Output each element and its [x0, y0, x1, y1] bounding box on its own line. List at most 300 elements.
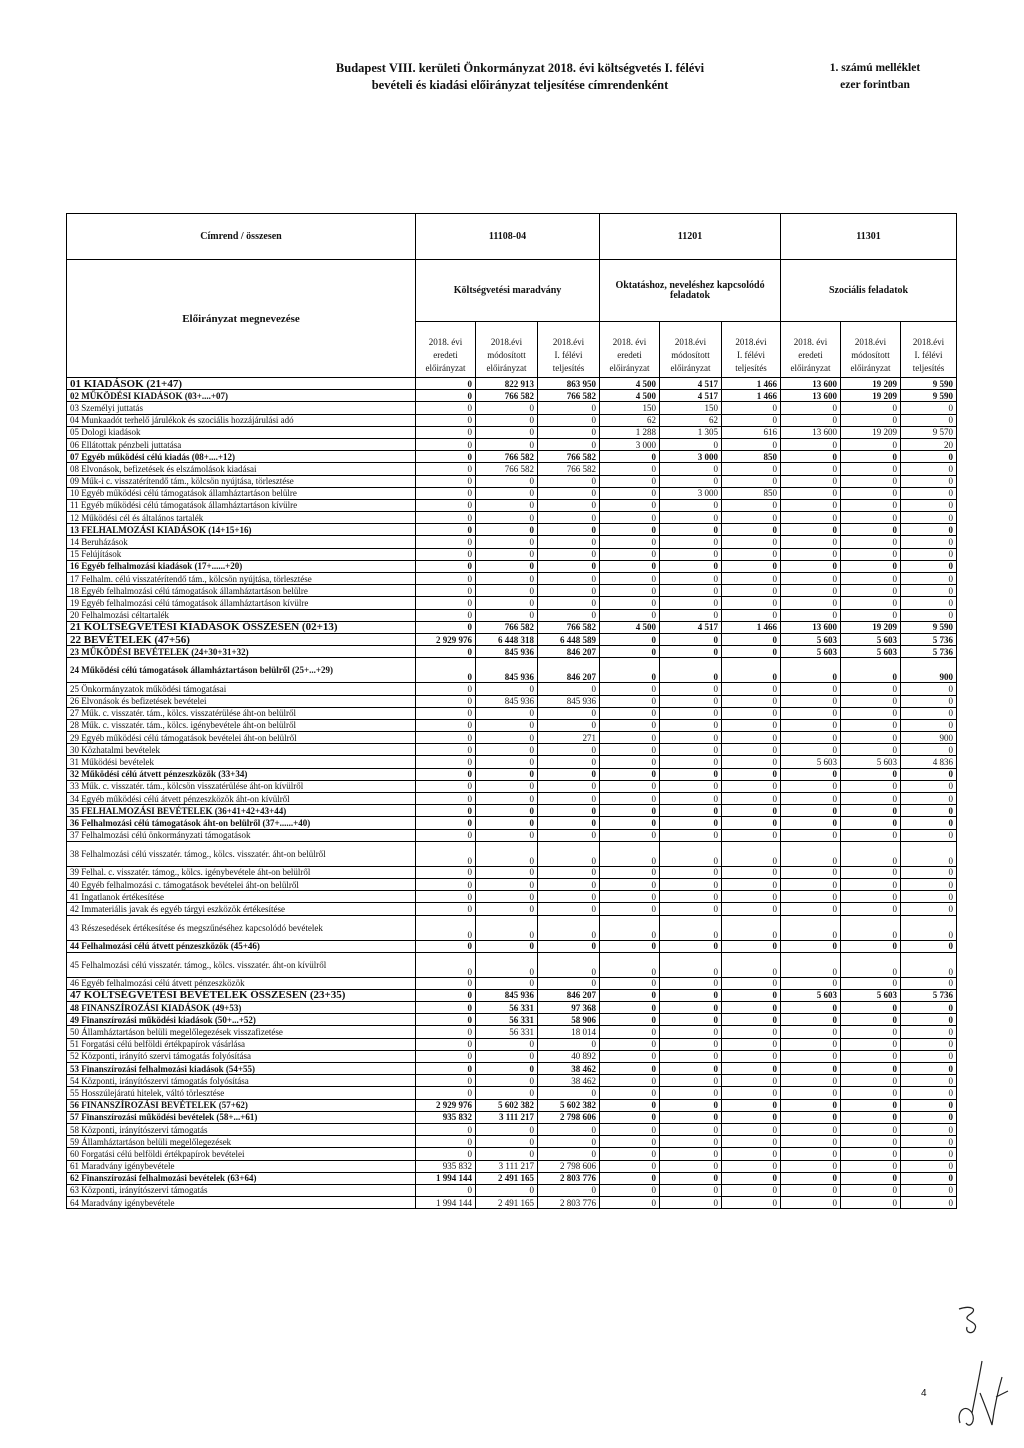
title-line-1: Budapest VIII. kerületi Önkormányzat 2018. évi költségvetés I. félévi: [335, 61, 705, 75]
value-cell: 0: [476, 585, 538, 597]
value-cell: 0: [600, 903, 660, 915]
value-cell: 0: [660, 585, 722, 597]
value-cell: 0: [476, 609, 538, 621]
value-cell: 0: [660, 499, 722, 511]
value-cell: 0: [600, 793, 660, 805]
value-cell: 0: [781, 977, 841, 989]
value-cell: 0: [841, 451, 901, 463]
initials-mark: [953, 1303, 987, 1339]
value-cell: 0: [600, 487, 660, 499]
value-cell: 0: [476, 732, 538, 744]
value-cell: 0: [781, 1002, 841, 1014]
value-cell: 0: [416, 841, 476, 866]
value-cell: 0: [416, 1038, 476, 1050]
value-cell: 0: [901, 1197, 957, 1209]
value-cell: 0: [600, 817, 660, 829]
cimrend-header: Címrend / összesen: [67, 214, 416, 260]
value-cell: 0: [660, 573, 722, 585]
value-cell: 0: [781, 597, 841, 609]
value-cell: 0: [660, 1172, 722, 1184]
table-row: [67, 1160, 957, 1172]
value-cell: 0: [841, 829, 901, 841]
value-cell: 4 500: [600, 378, 660, 390]
value-cell: 0: [538, 817, 600, 829]
value-cell: 0: [600, 1123, 660, 1135]
group-name-2: Oktatáshoz, neveléshez kapcsolódó feladatok: [600, 260, 781, 322]
value-cell: 0: [781, 841, 841, 866]
value-cell: 0: [841, 585, 901, 597]
value-cell: 2 803 776: [538, 1197, 600, 1209]
value-cell: 0: [600, 829, 660, 841]
value-cell: 0: [901, 952, 957, 977]
subcolumn-header-line: előirányzat: [850, 363, 891, 373]
value-cell: 0: [841, 487, 901, 499]
subcolumn-header-line: eredeti: [798, 350, 823, 360]
value-cell: 0: [722, 915, 781, 940]
row-label: 01 KIADÁSOK (21+47): [67, 378, 416, 390]
value-cell: 0: [476, 1136, 538, 1148]
group-name-3: Szociális feladatok: [781, 260, 957, 322]
value-cell: 0: [538, 940, 600, 952]
value-cell: 0: [600, 719, 660, 731]
value-cell: 0: [781, 524, 841, 536]
value-cell: 0: [722, 817, 781, 829]
row-label: 07 Egyéb működési célú kiadás (08+....+12): [67, 451, 416, 463]
value-cell: 0: [538, 780, 600, 792]
subcolumn-header-line: teljesítés: [552, 363, 585, 373]
subcolumn-header: [538, 322, 600, 378]
value-cell: 0: [660, 1038, 722, 1050]
value-cell: 0: [901, 475, 957, 487]
value-cell: 0: [901, 1026, 957, 1038]
value-cell: 0: [600, 512, 660, 524]
subcolumn-header-line: 2018. évi: [612, 337, 647, 347]
subcolumn-header-line: 2018.évi: [674, 337, 707, 347]
value-cell: 0: [841, 891, 901, 903]
value-cell: 0: [722, 536, 781, 548]
value-cell: 5 603: [841, 756, 901, 768]
name-header: Előirányzat megnevezése: [67, 260, 416, 378]
value-cell: 1 466: [722, 621, 781, 633]
subcolumn-header-line: előirányzat: [486, 363, 527, 373]
value-cell: 0: [901, 573, 957, 585]
value-cell: 0: [901, 463, 957, 475]
value-cell: 3 111 217: [476, 1160, 538, 1172]
value-cell: 0: [416, 915, 476, 940]
value-cell: 0: [841, 438, 901, 450]
value-cell: 0: [781, 878, 841, 890]
row-label: 38 Felhalmozási célú visszatér. támog., kölcs. visszatér. áht-on belülről: [67, 841, 416, 866]
value-cell: 0: [722, 646, 781, 658]
value-cell: 0: [538, 402, 600, 414]
value-cell: 0: [660, 891, 722, 903]
value-cell: 0: [538, 903, 600, 915]
value-cell: 0: [600, 1172, 660, 1184]
value-cell: 0: [660, 793, 722, 805]
value-cell: 0: [841, 402, 901, 414]
table-row: [67, 463, 957, 475]
value-cell: 0: [901, 1184, 957, 1196]
value-cell: 0: [660, 1014, 722, 1026]
row-label: 30 Közhatalmi bevételek: [67, 744, 416, 756]
row-label: 03 Személyi juttatás: [67, 402, 416, 414]
table-row: [67, 1050, 957, 1062]
value-cell: 0: [600, 658, 660, 683]
value-cell: 5 603: [841, 646, 901, 658]
value-cell: 0: [416, 475, 476, 487]
value-cell: 0: [781, 512, 841, 524]
value-cell: 0: [722, 903, 781, 915]
value-cell: 0: [781, 1050, 841, 1062]
value-cell: 0: [722, 1123, 781, 1135]
row-label: 25 Önkormányzatok működési támogatásai: [67, 683, 416, 695]
value-cell: 0: [600, 1063, 660, 1075]
value-cell: 0: [660, 952, 722, 977]
value-cell: 0: [476, 780, 538, 792]
value-cell: 0: [781, 1160, 841, 1172]
value-cell: 845 936: [476, 646, 538, 658]
value-cell: 0: [841, 1063, 901, 1075]
value-cell: 0: [781, 805, 841, 817]
row-label: 52 Központi, irányító szervi támogatás folyósítása: [67, 1050, 416, 1062]
value-cell: 0: [781, 940, 841, 952]
value-cell: 58 906: [538, 1014, 600, 1026]
row-label: 48 FINANSZÍROZÁSI KIADÁSOK (49+53): [67, 1002, 416, 1014]
value-cell: 5 603: [781, 756, 841, 768]
value-cell: 5 603: [841, 633, 901, 645]
value-cell: 0: [416, 585, 476, 597]
value-cell: 0: [841, 1172, 901, 1184]
value-cell: 0: [538, 426, 600, 438]
value-cell: 0: [841, 1014, 901, 1026]
value-cell: 0: [901, 585, 957, 597]
value-cell: 0: [722, 1038, 781, 1050]
table-row: [67, 646, 957, 658]
table-row: [67, 903, 957, 915]
value-cell: 0: [600, 1160, 660, 1172]
value-cell: 0: [538, 768, 600, 780]
value-cell: 3 111 217: [476, 1111, 538, 1123]
value-cell: 0: [841, 866, 901, 878]
value-cell: 0: [416, 1063, 476, 1075]
value-cell: 0: [538, 952, 600, 977]
value-cell: 0: [841, 1111, 901, 1123]
value-cell: 0: [538, 1123, 600, 1135]
table-row: [67, 1197, 957, 1209]
value-cell: 2 803 776: [538, 1172, 600, 1184]
value-cell: 0: [841, 1050, 901, 1062]
header-row-codes: [67, 214, 957, 260]
row-label: 43 Részesedések értékesítése és megszűnéséhez kapcsolódó bevételek: [67, 915, 416, 940]
value-cell: 0: [476, 573, 538, 585]
subcolumn-header-line: 2018. évi: [793, 337, 828, 347]
table-row: [67, 499, 957, 511]
row-label: 39 Felhal. c. visszatér. támog., kölcs. igénybevétele áht-on belülről: [67, 866, 416, 878]
value-cell: 0: [722, 524, 781, 536]
value-cell: 0: [901, 1123, 957, 1135]
value-cell: 0: [901, 977, 957, 989]
value-cell: 0: [538, 915, 600, 940]
value-cell: 0: [660, 977, 722, 989]
value-cell: 0: [476, 1087, 538, 1099]
value-cell: 0: [600, 780, 660, 792]
value-cell: 0: [781, 658, 841, 683]
value-cell: 0: [722, 512, 781, 524]
row-label: 16 Egyéb felhalmozási kiadások (17+......+20): [67, 560, 416, 572]
value-cell: 0: [901, 866, 957, 878]
table-row: [67, 451, 957, 463]
row-label: 13 FELHALMOZÁSI KIADÁSOK (14+15+16): [67, 524, 416, 536]
value-cell: 0: [901, 524, 957, 536]
table-row: [67, 621, 957, 633]
value-cell: 0: [476, 536, 538, 548]
table-row: [67, 756, 957, 768]
row-label: 28 Műk. c. visszatér. tám., kölcs. igénybevétele áht-on belülről: [67, 719, 416, 731]
row-label: 05 Dologi kiadások: [67, 426, 416, 438]
value-cell: 0: [722, 1197, 781, 1209]
row-label: 56 FINANSZÍROZÁSI BEVÉTELEK (57+62): [67, 1099, 416, 1111]
annex-block: [800, 60, 950, 94]
subcolumn-header: [660, 322, 722, 378]
row-label: 15 Felújítások: [67, 548, 416, 560]
value-cell: 0: [841, 524, 901, 536]
value-cell: 0: [841, 1148, 901, 1160]
value-cell: 0: [901, 560, 957, 572]
value-cell: 0: [901, 841, 957, 866]
table-body: [67, 378, 957, 1209]
value-cell: 0: [476, 499, 538, 511]
value-cell: 0: [841, 1087, 901, 1099]
value-cell: 0: [600, 1111, 660, 1123]
value-cell: 0: [600, 1002, 660, 1014]
value-cell: 0: [538, 609, 600, 621]
table-row: [67, 390, 957, 402]
value-cell: 0: [416, 438, 476, 450]
value-cell: 0: [841, 744, 901, 756]
value-cell: 0: [781, 695, 841, 707]
annex-label: 1. számú melléklet: [829, 62, 921, 74]
value-cell: 0: [722, 1148, 781, 1160]
value-cell: 0: [660, 512, 722, 524]
value-cell: 0: [722, 952, 781, 977]
row-label: 27 Műk. c. visszatér. tám., kölcs. visszatérülése áht-on belülről: [67, 707, 416, 719]
group-code-3: 11301: [781, 214, 957, 260]
value-cell: 0: [781, 1184, 841, 1196]
value-cell: 0: [901, 402, 957, 414]
value-cell: 0: [476, 1038, 538, 1050]
value-cell: 0: [660, 1087, 722, 1099]
value-cell: 271: [538, 732, 600, 744]
value-cell: 0: [538, 866, 600, 878]
value-cell: 0: [416, 621, 476, 633]
value-cell: 0: [600, 744, 660, 756]
value-cell: 0: [600, 560, 660, 572]
subcolumn-header-line: teljesítés: [912, 363, 945, 373]
value-cell: 0: [660, 1111, 722, 1123]
value-cell: 0: [901, 829, 957, 841]
table-row: [67, 989, 957, 1001]
value-cell: 0: [600, 1087, 660, 1099]
value-cell: 0: [416, 1014, 476, 1026]
value-cell: 0: [660, 829, 722, 841]
table-row: [67, 1075, 957, 1087]
table-row: [67, 1172, 957, 1184]
value-cell: 0: [781, 438, 841, 450]
table-row: [67, 841, 957, 866]
subcolumn-header-line: 2018.évi: [854, 337, 887, 347]
subcolumn-header: [416, 322, 476, 378]
value-cell: 0: [901, 707, 957, 719]
table-row: [67, 1099, 957, 1111]
row-label: 22 BEVÉTELEK (47+56): [67, 633, 416, 645]
value-cell: 0: [660, 524, 722, 536]
value-cell: 0: [416, 402, 476, 414]
subcolumn-header-line: eredeti: [617, 350, 642, 360]
table-row: [67, 548, 957, 560]
value-cell: 97 368: [538, 1002, 600, 1014]
page-number: 4: [921, 1388, 927, 1399]
value-cell: 0: [901, 878, 957, 890]
value-cell: 0: [416, 487, 476, 499]
value-cell: 0: [600, 475, 660, 487]
value-cell: 1 288: [600, 426, 660, 438]
value-cell: 2 929 976: [416, 1099, 476, 1111]
table-row: [67, 487, 957, 499]
value-cell: 0: [600, 866, 660, 878]
row-label: 57 Finanszírozási működési bevételek (58+...+61): [67, 1111, 416, 1123]
value-cell: 9 590: [901, 390, 957, 402]
value-cell: 0: [538, 1087, 600, 1099]
table-row: [67, 707, 957, 719]
table-row: [67, 866, 957, 878]
value-cell: 0: [781, 414, 841, 426]
value-cell: 0: [781, 1038, 841, 1050]
value-cell: 0: [841, 548, 901, 560]
value-cell: 0: [416, 646, 476, 658]
value-cell: 0: [660, 903, 722, 915]
value-cell: 0: [841, 719, 901, 731]
value-cell: 9 570: [901, 426, 957, 438]
row-label: 36 Felhalmozási célú támogatások áht-on belülről (37+......+40): [67, 817, 416, 829]
value-cell: 0: [781, 548, 841, 560]
value-cell: 0: [841, 658, 901, 683]
value-cell: 19 209: [841, 390, 901, 402]
value-cell: 0: [538, 597, 600, 609]
value-cell: 0: [416, 1123, 476, 1135]
value-cell: 0: [841, 940, 901, 952]
value-cell: 5 603: [841, 989, 901, 1001]
row-label: 19 Egyéb felhalmozási célú támogatások államháztartáson kívülre: [67, 597, 416, 609]
value-cell: 0: [416, 817, 476, 829]
value-cell: 0: [416, 952, 476, 977]
value-cell: 4 517: [660, 621, 722, 633]
table-row: [67, 1184, 957, 1196]
value-cell: 0: [660, 658, 722, 683]
row-label: 35 FELHALMOZÁSI BEVÉTELEK (36+41+42+43+44): [67, 805, 416, 817]
value-cell: 0: [476, 756, 538, 768]
value-cell: 0: [600, 646, 660, 658]
value-cell: 0: [901, 609, 957, 621]
value-cell: 0: [901, 548, 957, 560]
value-cell: 846 207: [538, 658, 600, 683]
value-cell: 0: [781, 1136, 841, 1148]
row-label: 47 KÖLTSÉGVETÉSI BEVÉTELEK ÖSSZESEN (23+35): [67, 989, 416, 1001]
value-cell: 2 491 165: [476, 1197, 538, 1209]
value-cell: 0: [901, 499, 957, 511]
value-cell: 0: [660, 1099, 722, 1111]
table-row: [67, 402, 957, 414]
value-cell: 0: [781, 609, 841, 621]
row-label: 40 Egyéb felhalmozási c. támogatások bevételei áht-on belülről: [67, 878, 416, 890]
value-cell: 0: [600, 707, 660, 719]
value-cell: 0: [722, 1002, 781, 1014]
table-row: [67, 573, 957, 585]
value-cell: 0: [781, 536, 841, 548]
group-code-1: 11108-04: [416, 214, 600, 260]
value-cell: 0: [841, 499, 901, 511]
value-cell: 0: [476, 940, 538, 952]
value-cell: 0: [538, 512, 600, 524]
value-cell: 0: [781, 451, 841, 463]
value-cell: 0: [660, 1136, 722, 1148]
value-cell: 56 331: [476, 1026, 538, 1038]
value-cell: 0: [538, 487, 600, 499]
value-cell: 0: [476, 768, 538, 780]
value-cell: 0: [841, 560, 901, 572]
value-cell: 0: [538, 878, 600, 890]
value-cell: 0: [416, 378, 476, 390]
value-cell: 0: [660, 1160, 722, 1172]
row-label: 06 Ellátottak pénzbeli juttatása: [67, 438, 416, 450]
value-cell: 0: [600, 1014, 660, 1026]
table-row: [67, 829, 957, 841]
value-cell: 0: [781, 1099, 841, 1111]
value-cell: 0: [416, 683, 476, 695]
budget-table: [66, 213, 957, 1209]
value-cell: 0: [722, 768, 781, 780]
value-cell: 0: [722, 695, 781, 707]
value-cell: 0: [722, 1136, 781, 1148]
document-title: [290, 60, 750, 94]
value-cell: 0: [476, 683, 538, 695]
value-cell: 0: [781, 1075, 841, 1087]
title-line-2: bevételi és kiadási előirányzat teljesítése címrendenként: [371, 78, 669, 92]
value-cell: 5 602 382: [538, 1099, 600, 1111]
value-cell: 0: [901, 1087, 957, 1099]
table-row: [67, 414, 957, 426]
row-label: 61 Maradvány igénybevétele: [67, 1160, 416, 1172]
value-cell: 0: [476, 512, 538, 524]
value-cell: 0: [600, 597, 660, 609]
value-cell: 2 491 165: [476, 1172, 538, 1184]
value-cell: 0: [600, 756, 660, 768]
value-cell: 0: [722, 1111, 781, 1123]
value-cell: 0: [722, 1026, 781, 1038]
value-cell: 0: [841, 475, 901, 487]
value-cell: 766 582: [538, 390, 600, 402]
value-cell: 0: [781, 1087, 841, 1099]
row-label: 64 Maradvány igénybevétele: [67, 1197, 416, 1209]
value-cell: 0: [901, 597, 957, 609]
value-cell: 0: [660, 1197, 722, 1209]
value-cell: 0: [600, 768, 660, 780]
value-cell: 0: [841, 1136, 901, 1148]
header-row-names: [67, 260, 957, 322]
value-cell: 0: [722, 475, 781, 487]
value-cell: 0: [781, 573, 841, 585]
value-cell: 0: [600, 1136, 660, 1148]
value-cell: 0: [538, 1184, 600, 1196]
